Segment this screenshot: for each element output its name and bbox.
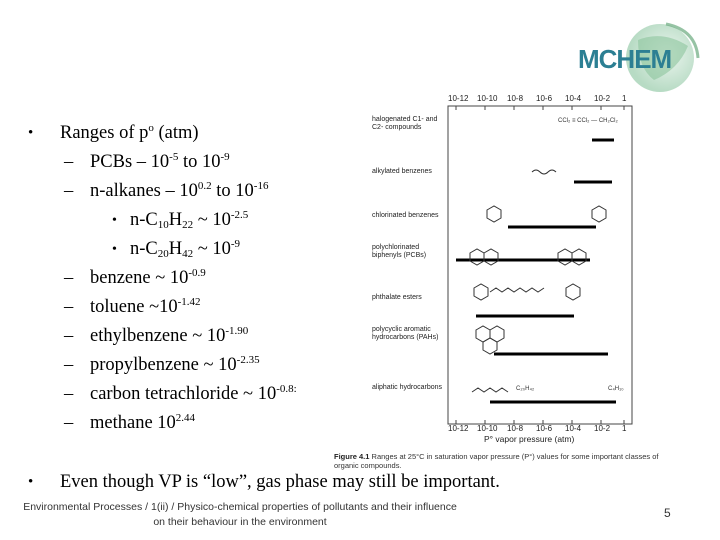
bullet-text: Ranges of p: [60, 123, 149, 143]
bullet-text-tail: (atm): [153, 123, 199, 143]
axis-tick-label: 10-12: [448, 424, 469, 433]
bullet-sup: 0.2: [197, 180, 212, 192]
bullet-sup: -9: [220, 151, 230, 163]
dash-marker: –: [64, 384, 74, 404]
bullet-sub: 42: [182, 248, 194, 260]
class-label-halogenated: halogenated C1- and C2- compounds: [372, 116, 438, 131]
bullet-sup: -1.90: [225, 325, 249, 337]
bullet-sub: 20: [157, 248, 169, 260]
compound-label-halogenated: CCl₂ ≡ CCl₂ — CH₂Cl₂: [558, 118, 618, 124]
bullet-text: to 10: [178, 152, 221, 172]
axis-tick-label: 10-4: [565, 94, 582, 103]
axis-tick-label: 10-12: [448, 94, 469, 103]
bullet-sup: -1.42: [177, 296, 201, 308]
bullet-text: propylbenzene ~ 10: [90, 355, 237, 375]
bullet-text: n-alkanes – 10: [90, 181, 198, 201]
bullet-sup: -0.8:: [276, 383, 297, 395]
bullet-sup: -2.5: [230, 209, 249, 221]
bullet-sup: -2.35: [236, 354, 260, 366]
dash-marker: –: [64, 268, 74, 288]
dash-marker: –: [64, 355, 74, 375]
sub-bullet-ccl4: [28, 380, 368, 409]
bullet-dot: •: [112, 242, 117, 257]
bullet-sup: -5: [169, 151, 179, 163]
bullet-gas-phase-note: [28, 468, 500, 496]
axis-tick-label: 10-10: [477, 424, 498, 433]
sub-bullet-propylbenzene: [28, 351, 368, 380]
dash-marker: –: [64, 297, 74, 317]
bullet-text: H: [168, 239, 183, 259]
bullet-text: methane 10: [90, 413, 176, 433]
caption-title: Figure 4.1: [334, 452, 370, 461]
vapor-pressure-figure: [334, 92, 659, 470]
class-label-aliphatic: aliphatic hydrocarbons: [372, 384, 443, 391]
axis-tick-label: 1: [622, 94, 627, 103]
bullet-text: to 10: [211, 181, 254, 201]
axis-ticks-marks: [456, 106, 624, 424]
figure-graphic: [364, 92, 642, 452]
axis-tick-label: 1: [622, 424, 627, 433]
sub-bullet-alkanes: [28, 177, 368, 206]
sub-bullet-pcbs: [28, 148, 368, 177]
dash-marker: –: [64, 181, 74, 201]
logo-text: MCHEM: [578, 44, 672, 74]
caption-text: Ranges at 25°C in saturation vapor pressure (P°) values for some important classes of organic compounds.: [334, 452, 659, 470]
figure-frame: [448, 106, 632, 424]
mchem-logo: [568, 20, 708, 98]
bullet-text: toluene ~10: [90, 297, 178, 317]
dash-marker: –: [64, 326, 74, 346]
compound-label-c20: C₂₀H₄₂: [516, 386, 535, 392]
bullet-dot: •: [28, 474, 34, 490]
bullet-list: [28, 118, 368, 438]
class-label-chlorinated: chlorinated benzenes: [372, 212, 439, 219]
class-label-alkylated: alkylated benzenes: [372, 168, 432, 175]
axis-tick-label: 10-10: [477, 94, 498, 103]
bullet-sup: o: [148, 122, 154, 134]
bullet-text: n-C: [130, 239, 158, 259]
axis-tick-label: 10-2: [594, 424, 611, 433]
page-number: 5: [664, 506, 671, 520]
footer-line-2: on their behaviour in the environment: [153, 516, 327, 528]
bullet-dot: •: [28, 125, 34, 141]
axis-tick-label: 10-4: [565, 424, 582, 433]
bullet-sub: 10: [157, 219, 169, 231]
bullet-text: Even though VP is “low”, gas phase may still be important.: [60, 472, 500, 492]
alkane-chain-sketch: [472, 388, 508, 392]
bullet-sup: -9: [230, 238, 241, 250]
axis-title: P° vapor pressure (atm): [484, 434, 575, 444]
bullet-text: ~ 10: [193, 210, 231, 230]
axis-tick-label: 10-8: [507, 424, 524, 433]
bullet-text: n-C: [130, 210, 158, 230]
axis-tick-label: 10-2: [594, 94, 611, 103]
dash-marker: –: [64, 152, 74, 172]
axis-tick-label: 10-6: [536, 94, 553, 103]
axis-tick-label: 10-6: [536, 424, 553, 433]
sub-bullet-methane: [28, 409, 368, 438]
compound-label-c4: C₄H₁₀: [608, 386, 624, 392]
bullet-sup: 2.44: [175, 412, 196, 424]
sub-sub-bullet-c20: [28, 235, 368, 264]
sub-bullet-ethylbenzene: [28, 322, 368, 351]
sub-bullet-benzene: [28, 264, 368, 293]
ester-chain-sketch: [490, 288, 544, 292]
bullet-sup: -0.9: [188, 267, 206, 279]
bullet-vapor-pressure-range: [28, 118, 368, 148]
bullet-dot: •: [112, 213, 117, 228]
sub-bullet-toluene: [28, 293, 368, 322]
axis-tick-label: 10-8: [507, 94, 524, 103]
bullet-text: ~ 10: [193, 239, 231, 259]
footer-course-title: [5, 500, 475, 530]
bullet-sub: 22: [182, 219, 194, 231]
bullet-text: carbon tetrachloride ~ 10: [90, 384, 277, 404]
bullet-text: PCBs – 10: [90, 152, 170, 172]
sub-sub-bullet-c10: [28, 206, 368, 235]
alkyl-chain-sketch: [532, 170, 556, 174]
bullet-text: H: [168, 210, 183, 230]
bullet-sup: -16: [253, 180, 269, 192]
class-label-pcbs: polychlorinated biphenyls (PCBs): [372, 244, 427, 259]
bullet-text: benzene ~ 10: [90, 268, 189, 288]
class-label-phthalates: phthalate esters: [372, 294, 422, 301]
bullet-text: ethylbenzene ~ 10: [90, 326, 226, 346]
dash-marker: –: [64, 413, 74, 433]
footer-line-1: Environmental Processes / 1(ii) / Physico-chemical properties of pollutants and their influence: [23, 501, 457, 513]
range-bars: [456, 140, 616, 402]
class-label-pahs: polycyclic aromatic hydrocarbons (PAHs): [372, 326, 439, 341]
